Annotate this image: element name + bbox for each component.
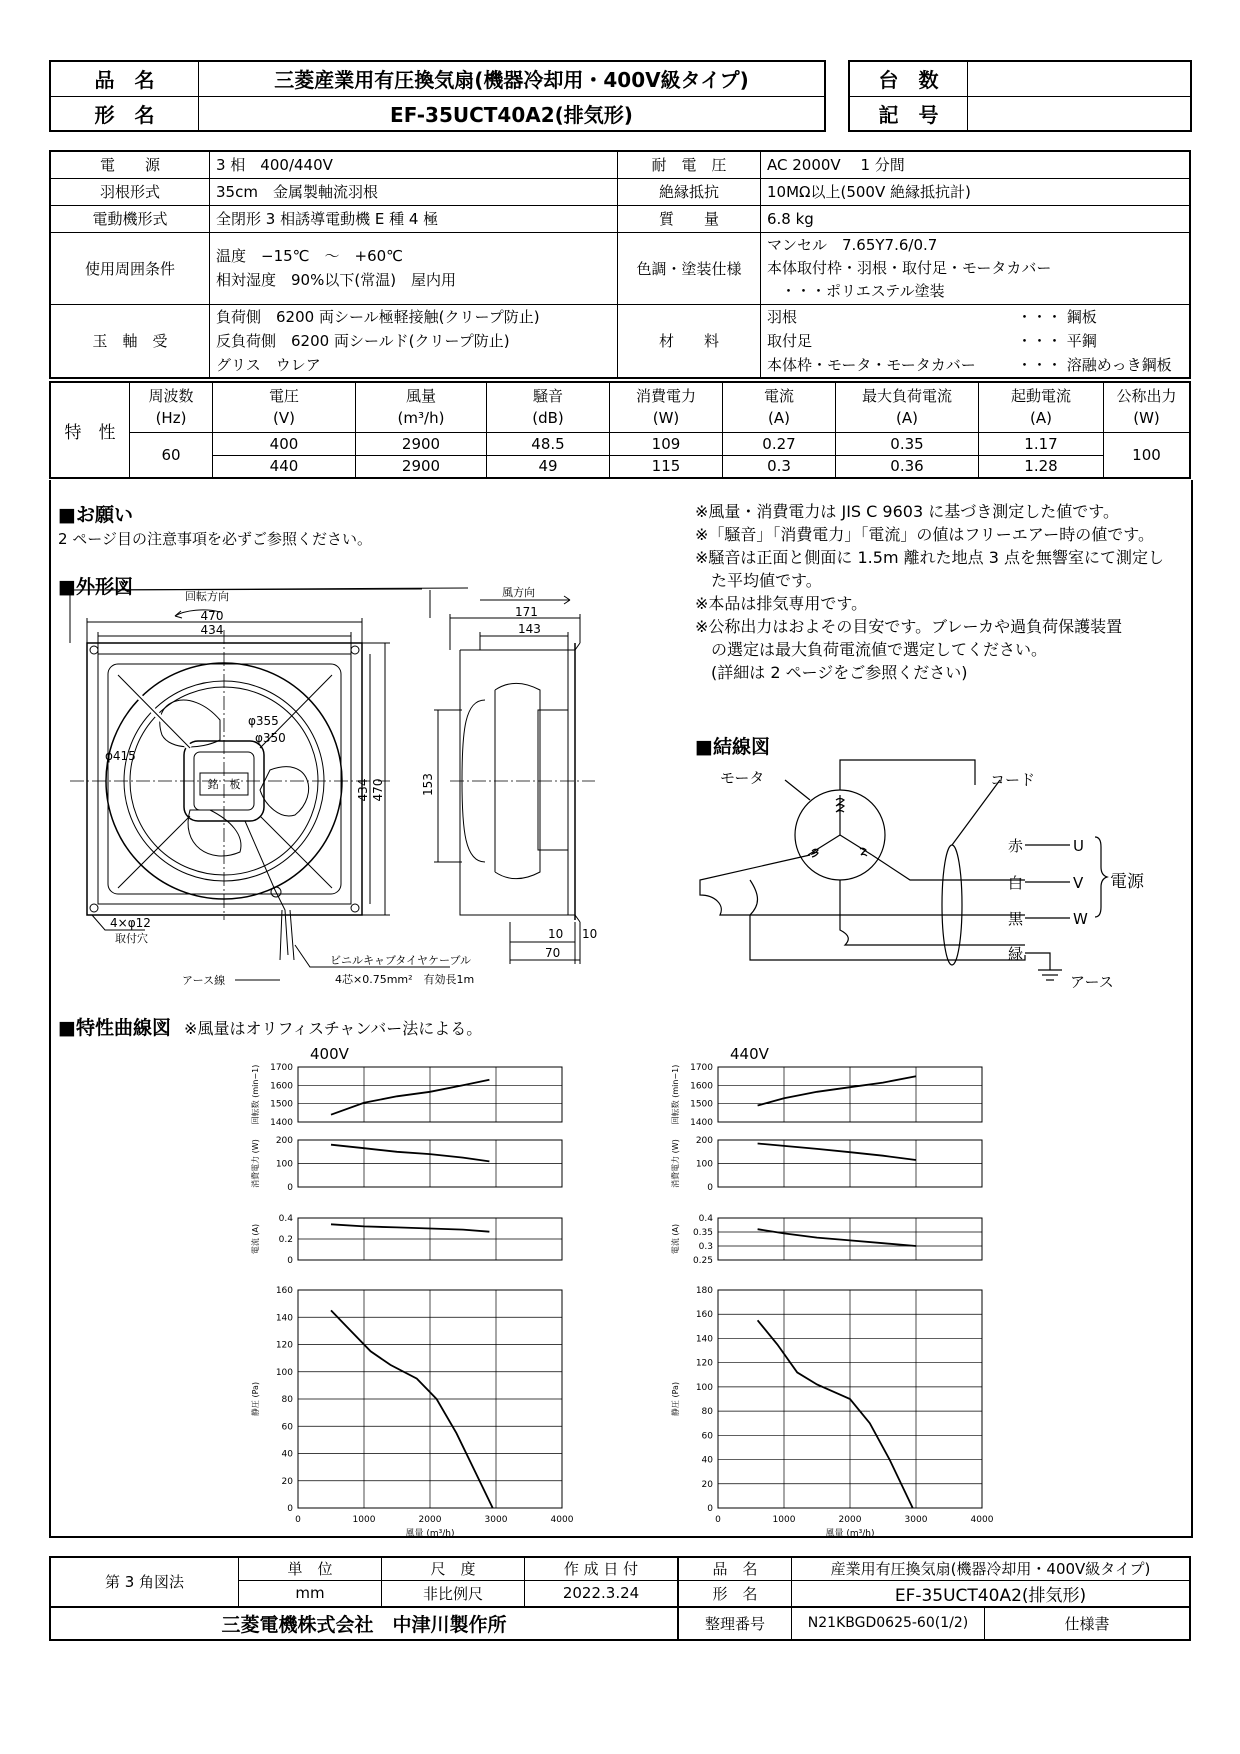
curves-note: ※風量はオリフィスチャンバー法による。 (184, 1019, 483, 1038)
dim-10b: 10 (582, 927, 598, 941)
y-tick-label: 100 (695, 1159, 713, 1170)
note-line: た平均値です。 (695, 571, 822, 590)
cable-label-1: ビニルキャブタイヤケーブル (330, 954, 472, 967)
y-tick-label: 0.3 (698, 1242, 713, 1252)
wire-u (872, 855, 1025, 880)
y-tick-label: 200 (275, 1136, 293, 1146)
y-tick-label: 1600 (690, 1081, 713, 1092)
green-label: 緑 (1008, 945, 1024, 963)
motor-value: 全閉形 3 相誘導電動機 E 種 4 極 (210, 205, 618, 232)
mark-label: 記 号 (849, 96, 968, 131)
header-table (49, 60, 826, 132)
table-cell: 115 (610, 455, 723, 478)
earth-label: アース線 (182, 974, 226, 987)
series-line (758, 1076, 916, 1105)
x-tick-label: 1000 (772, 1515, 796, 1525)
y-tick-label: 40 (701, 1455, 713, 1466)
footer-model-label: 形 名 (678, 1580, 792, 1607)
curves-area (50, 1040, 1175, 1539)
material-value: ・・・ 鋼板 (1017, 307, 1097, 326)
airflow-label: 風方向 (502, 586, 535, 599)
y-tick-label: 120 (695, 1358, 713, 1369)
table-cell: 49 (487, 455, 610, 478)
spec-table (49, 150, 1191, 379)
col-unit: (A) (896, 409, 918, 428)
material-value: ・・・ 平鋼 (1017, 331, 1097, 350)
doc-type: 仕様書 (985, 1607, 1191, 1640)
nameplate-label: 銘 板 (207, 778, 241, 791)
hole-label: 取付穴 (115, 932, 148, 945)
bearing-label: 玉 軸 受 (50, 304, 210, 378)
date-value: 2022.3.24 (525, 1580, 679, 1607)
wire-frame (750, 880, 1025, 960)
x-tick-label: 3000 (484, 1515, 508, 1525)
col-unit: (dB) (532, 409, 564, 428)
table-cell: 2900 (356, 455, 487, 478)
material-part: 羽根 (767, 307, 798, 326)
x-tick-label: 2000 (418, 1515, 442, 1525)
y-tick-label: 0.2 (278, 1235, 293, 1245)
note-line: ※「騒音」「消費電力」「電流」の値はフリーエアー時の値です。 (695, 525, 1155, 544)
characteristics-table (49, 381, 1191, 479)
footer-product-value: 産業用有圧換気扇(機器冷却用・400V級タイプ) (792, 1557, 1191, 1580)
cord-leader (952, 780, 1000, 845)
wire-green (1025, 953, 1050, 970)
red-label: 赤 (1008, 837, 1024, 855)
col-header: 騒音 (532, 387, 563, 406)
cable-label-2: 4芯×0.75mm² 有効長1m (335, 973, 475, 986)
count-value (968, 61, 1192, 96)
side-frame (460, 643, 580, 922)
curves-title: ■特性曲線図 (58, 1017, 171, 1039)
note-line: ※風量・消費電力は JIS C 9603 に基づき測定した値です。 (695, 502, 1119, 521)
material-part: 取付足 (767, 331, 813, 350)
support-arm (118, 816, 190, 888)
dim-10a: 10 (548, 927, 564, 941)
bearing-antiload: 反負荷側 6200 両シールド(クリープ防止) (216, 331, 510, 350)
x-axis-label: 風量 (m³/h) (405, 1529, 455, 1539)
cord-label: コード (990, 771, 1036, 789)
x-tick-label: 1000 (352, 1515, 376, 1525)
y-tick-label: 0.25 (692, 1256, 713, 1266)
white-label: 白 (1008, 874, 1024, 892)
wire (840, 760, 975, 790)
support-arm (260, 816, 332, 888)
env-temp: 温度 −15℃ ～ +60℃ (216, 247, 404, 265)
y-tick-label: 60 (701, 1431, 713, 1442)
y-tick-label: 0.35 (692, 1228, 713, 1238)
bearing-load: 負荷側 6200 両シール極軽接触(クリープ防止) (216, 307, 540, 326)
date-label: 作 成 日 付 (525, 1557, 679, 1580)
y-axis-label: 静圧 (Pa) (671, 1381, 680, 1417)
y-axis-label: 電流 (A) (251, 1223, 260, 1255)
col-header: 周波数 (148, 387, 194, 406)
material-label: 材 料 (618, 304, 761, 378)
y-tick-label: 1600 (270, 1081, 293, 1092)
dim-171: 171 (515, 605, 538, 619)
earth-label: アース (1070, 973, 1114, 991)
side-blade (538, 710, 568, 850)
dim-143: 143 (518, 622, 541, 636)
color-label: 色調・塗装仕様 (618, 232, 761, 304)
blade-value: 35cm 金属製軸流羽根 (210, 178, 618, 205)
table-cell: 109 (610, 432, 723, 455)
y-tick-label: 160 (275, 1286, 293, 1296)
x-tick-label: 4000 (550, 1515, 574, 1525)
char-label: 特 性 (50, 382, 130, 478)
rotation-label: 回転方向 (185, 590, 229, 603)
fan-blade (188, 810, 241, 856)
y-tick-label: 0 (287, 1183, 293, 1193)
motor-label: モータ (720, 769, 765, 787)
table-cell: 1.17 (979, 432, 1104, 455)
frequency-value: 60 (130, 432, 213, 478)
y-tick-label: 20 (701, 1479, 713, 1490)
withstand-value: AC 2000V 1 分間 (761, 151, 1191, 178)
col-unit: (V) (273, 409, 295, 428)
projection: 第 3 角図法 (50, 1557, 239, 1607)
x-axis-label: 風量 (m³/h) (825, 1529, 875, 1539)
y-tick-label: 0 (287, 1256, 293, 1266)
cord-bundle (942, 845, 962, 965)
y-tick-label: 1500 (690, 1099, 713, 1110)
bearing-grease: グリス ウレア (216, 355, 321, 374)
note-line: ※本品は排気専用です。 (695, 594, 868, 613)
y-axis-label: 回転数 (min−1) (251, 1064, 260, 1125)
x-tick-label: 0 (715, 1515, 721, 1525)
note-line: (詳細は 2 ページをご参照ください) (695, 663, 968, 682)
y-tick-label: 0 (707, 1183, 713, 1193)
note-line: ※公称出力はおよその目安です。ブレーカや過負荷保護装置 (695, 617, 1123, 636)
dim-70: 70 (545, 946, 561, 960)
mount-hole (90, 646, 98, 654)
series-line (331, 1145, 489, 1162)
y-tick-label: 140 (275, 1313, 293, 1324)
y-tick-label: 80 (701, 1407, 713, 1418)
dim-355: φ355 (248, 714, 279, 728)
col-unit: (A) (1030, 409, 1052, 428)
x-tick-label: 2000 (838, 1515, 862, 1525)
wiring-title: ■結線図 (695, 736, 770, 758)
chart-title: 400V (310, 1045, 349, 1063)
env-label: 使用周囲条件 (50, 232, 210, 304)
table-cell: 0.3 (723, 455, 836, 478)
y-tick-label: 100 (275, 1367, 293, 1378)
col-header: 公称出力 (1116, 387, 1177, 406)
y-tick-label: 0 (287, 1504, 293, 1514)
y-axis-label: 静圧 (Pa) (251, 1381, 260, 1417)
color-coating: ・・・ポリエステル塗装 (781, 281, 945, 300)
withstand-label: 耐 電 圧 (618, 151, 761, 178)
wire-w (840, 880, 1025, 945)
table-cell: 0.27 (723, 432, 836, 455)
mount-hole (90, 904, 98, 912)
count-table (848, 60, 1192, 132)
table-cell: 440 (213, 455, 356, 478)
series-line (331, 1224, 489, 1231)
col-header: 電圧 (268, 387, 299, 406)
material-part: 本体枠・モータ・モータカバー (767, 355, 976, 374)
table-cell: 0.36 (836, 455, 979, 478)
y-tick-label: 0.4 (278, 1214, 293, 1224)
insulation-label: 絶縁抵抗 (618, 178, 761, 205)
wiring-diagram (690, 755, 1190, 1005)
x-tick-label: 3000 (904, 1515, 928, 1525)
series-line (758, 1320, 913, 1508)
dim-470: 470 (200, 609, 224, 623)
footer-table (49, 1556, 1191, 1641)
y-tick-label: 1700 (690, 1063, 713, 1073)
y-tick-label: 200 (695, 1136, 713, 1146)
col-header: 最大負荷電流 (861, 387, 952, 406)
table-cell: 1.28 (979, 455, 1104, 478)
scale-label: 尺 度 (382, 1557, 525, 1580)
material-value: ・・・ 溶融めっき鋼板 (1017, 355, 1172, 374)
y-tick-label: 1400 (690, 1118, 713, 1128)
unit-label: 単 位 (239, 1557, 382, 1580)
mass-label: 質 量 (618, 205, 761, 232)
model-label: 形 名 (50, 96, 199, 131)
product-name: 三菱産業用有圧換気扇(機器冷却用・400V級タイプ) (199, 61, 826, 96)
dim-350: φ350 (255, 731, 286, 745)
col-header: 起動電流 (1010, 387, 1071, 406)
power-value: 3 相 400/440V (210, 151, 618, 178)
y-axis-label: 消費電力 (W) (251, 1139, 260, 1188)
x-tick-label: 0 (295, 1515, 301, 1525)
wire-v (700, 855, 1025, 915)
y-tick-label: 1700 (270, 1063, 293, 1073)
dim-415: φ415 (105, 749, 136, 763)
company-name: 三菱電機株式会社 中津川製作所 (50, 1607, 678, 1640)
outline-title: ■外形図 (58, 576, 133, 598)
curves-header (58, 1013, 482, 1040)
col-unit: (W) (652, 409, 680, 428)
scale-value: 非比例尺 (382, 1580, 525, 1607)
note-line: の選定は最大負荷電流値で選定してください。 (695, 640, 1048, 659)
footer-model-value: EF-35UCT40A2(排気形) (792, 1580, 1191, 1607)
fan-blade (260, 767, 309, 816)
material-row (767, 353, 1183, 377)
color-munsell: マンセル 7.65Y7.6/0.7 (767, 235, 938, 254)
outline-drawing (70, 586, 670, 1000)
col-unit: (m³/h) (397, 409, 445, 428)
dim-434v: 434 (356, 778, 370, 802)
dim-434: 434 (200, 623, 224, 637)
col-unit: (W) (1133, 409, 1160, 428)
y-tick-label: 1500 (270, 1099, 293, 1110)
y-axis-label: 消費電力 (W) (671, 1139, 680, 1188)
y-tick-label: 140 (695, 1334, 713, 1345)
count-label: 台 数 (849, 61, 968, 96)
mount-hole (351, 646, 359, 654)
u-label: U (1073, 837, 1084, 855)
y-tick-label: 0.4 (698, 1214, 713, 1224)
table-cell: 48.5 (487, 432, 610, 455)
ref-value: N21KBGD0625-60(1/2) (792, 1607, 985, 1640)
footer-product-label: 品 名 (678, 1557, 792, 1580)
y-tick-label: 160 (695, 1310, 713, 1321)
series-line (331, 1310, 493, 1508)
col-unit: (A) (768, 409, 790, 428)
x-tick-label: 4000 (970, 1515, 994, 1525)
y-tick-label: 60 (281, 1422, 293, 1433)
col-unit: (Hz) (155, 409, 187, 428)
chart-title: 440V (730, 1045, 769, 1063)
material-row (767, 329, 1183, 353)
w-label: W (1073, 910, 1088, 928)
table-cell: 2900 (356, 432, 487, 455)
motor-label: 電動機形式 (50, 205, 210, 232)
power-brace (1095, 837, 1107, 917)
mark-value (968, 96, 1192, 131)
v-label: V (1073, 874, 1084, 892)
y-tick-label: 100 (695, 1382, 713, 1393)
request-text: 2 ページ目の注意事項を必ずご参照ください。 (58, 530, 373, 548)
y-tick-label: 120 (275, 1340, 293, 1351)
model-name: EF-35UCT40A2(排気形) (199, 96, 826, 131)
y-tick-label: 20 (281, 1476, 293, 1487)
blade-label: 羽根形式 (50, 178, 210, 205)
y-axis-label: 回転数 (min−1) (671, 1064, 680, 1125)
col-header: 電流 (763, 387, 794, 406)
note-line: ※騒音は正面と側面に 1.5m 離れた地点 3 点を無響室にて測定し (695, 548, 1164, 567)
mass-value: 6.8 kg (761, 205, 1191, 232)
material-row (767, 305, 1183, 329)
motor-leader (785, 780, 810, 800)
rated-output: 100 (1104, 432, 1191, 478)
power-label: 電 源 (50, 151, 210, 178)
env-humidity: 相対湿度 90%以下(常温) 屋内用 (216, 271, 457, 289)
table-cell: 0.35 (836, 432, 979, 455)
hole-dim: 4×φ12 (110, 916, 151, 930)
request-title: ■お願い (58, 504, 133, 526)
insulation-value: 10MΩ以上(500V 絶縁抵抗計) (761, 178, 1191, 205)
mount-hole (351, 904, 359, 912)
y-tick-label: 180 (695, 1286, 713, 1296)
y-tick-label: 80 (281, 1395, 293, 1405)
series-line (758, 1144, 916, 1161)
dim-153: 153 (421, 773, 435, 796)
color-parts: 本体取付枠・羽根・取付足・モータカバー (767, 258, 1052, 277)
table-cell: 400 (213, 432, 356, 455)
y-tick-label: 40 (281, 1449, 293, 1460)
col-header: 風量 (405, 387, 436, 406)
notes-list (695, 500, 1195, 684)
col-header: 消費電力 (635, 387, 696, 406)
y-tick-label: 0 (707, 1504, 713, 1514)
product-label: 品 名 (50, 61, 199, 96)
power-label: 電源 (1110, 872, 1144, 892)
ref-label: 整理番号 (678, 1607, 792, 1640)
unit-value: mm (239, 1580, 382, 1607)
y-axis-label: 電流 (A) (671, 1223, 680, 1255)
y-tick-label: 100 (275, 1159, 293, 1170)
y-tick-label: 1400 (270, 1118, 293, 1128)
dim-470v: 470 (371, 778, 385, 802)
black-label: 黒 (1008, 910, 1024, 928)
